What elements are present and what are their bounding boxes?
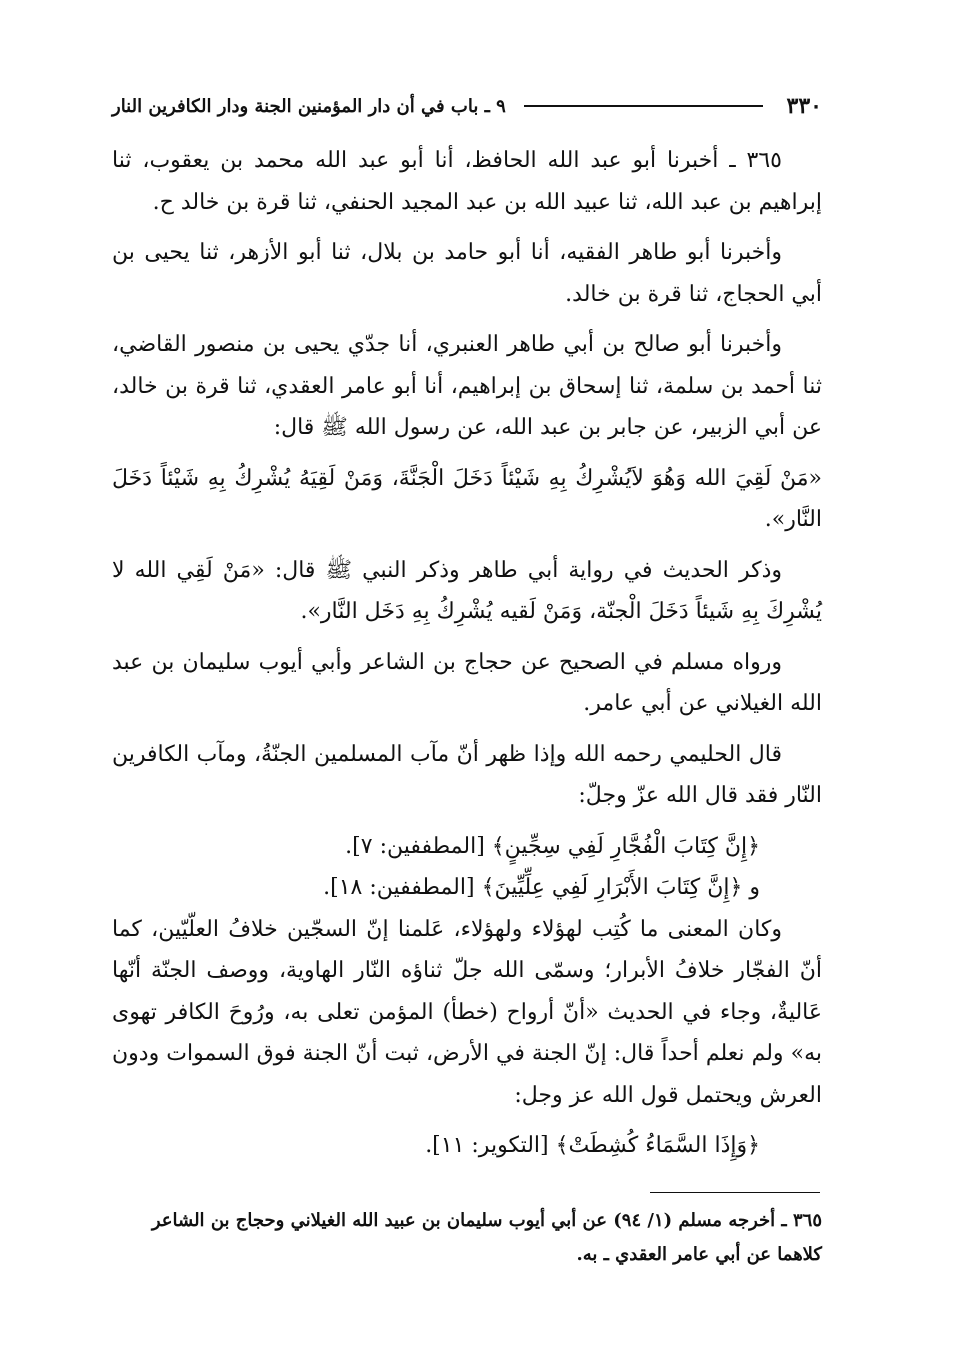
quran-verse-mutaffifin-18: و ﴿إِنَّ كِتَابَ الأَبْرَارِ لَفِي عِلِّيِّينَ﴾ [المطففين: ١٨]. xyxy=(323,875,760,900)
paragraph-riwaya: وذكر الحديث في رواية أبي طاهر وذكر النبي ﷺ قال: «مَنْ لَقِي الله لا يُشْرِكَ بِهِ شَيئاً دَخَلَ الْجنّة، وَمَنْ لَقيه يُشْرِكُ بِهِ دَخَل النَّار». xyxy=(112,557,822,624)
page-number: ٣٣٠ xyxy=(786,93,822,119)
main-text xyxy=(112,140,822,1167)
paragraph-isnad-3: وأخبرنا أبو صالح بن أبي طاهر العنبري، أنا جدّي يحيى بن منصور القاضي، ثنا أحمد بن سلمة، ثنا إسحاق بن إبراهيم، أنا أبو عامر العقدي، ثنا قرة بن خالد، عن أبي الزبير، عن جابر بن عبد الله، عن رسول الله ﷺ قال: xyxy=(112,332,822,440)
paragraph-isnad-2: وأخبرنا أبو طاهر الفقيه، أنا أبو حامد بن بلال، ثنا أبو الأزهر، ثنا يحيى بن أبي الحجاج، ثنا قرة بن خالد. xyxy=(112,240,822,307)
page-header xyxy=(112,88,822,124)
paragraph-halimi: قال الحليمي رحمه الله وإذا ظهر أنّ مآب المسلمين الجنّةُ، ومآب الكافرين النّار فقد قال الله عزّ وجلّ: xyxy=(112,741,822,808)
footnote-365: ٣٦٥ ـ أخرجه مسلم (١/ ٩٤) عن أبي أيوب سليمان بن عبيد الله الغيلاني وحجاج بن الشاعر كلاهما عن أبي عامر العقدي ـ به. xyxy=(151,1210,822,1265)
footnote-separator xyxy=(650,1192,820,1193)
quran-verse-takwir-11: ﴿وَإِذَا السَّمَاءُ كُشِطَتْ﴾ [التكوير: ١١]. xyxy=(425,1133,760,1158)
footnote xyxy=(112,1204,822,1272)
paragraph-muslim: ورواه مسلم في الصحيح عن حجاج بن الشاعر وأبي أيوب سليمان بن عبد الله الغيلاني عن أبي عامر. xyxy=(112,649,822,716)
running-title: ٩ ـ باب في أن دار المؤمنين الجنة ودار الكافرين النار xyxy=(112,95,506,117)
quran-verse-mutaffifin-7: ﴿إِنَّ كِتَابَ الْفُجَّارِ لَفِي سِجِّينٍ﴾ [المطففين: ٧]. xyxy=(345,833,760,859)
paragraph-hadith-365: ٣٦٥ ـ أخبرنا أبو عبد الله الحافظ، أنا أبو عبد الله محمد بن يعقوب، ثنا إبراهيم بن عبد الله، ثنا عبيد الله بن عبد المجيد الحنفي، ثنا قرة بن خالد ح. xyxy=(112,148,822,215)
paragraph-commentary: وكان المعنى ما كُتِب لهؤلاء ولهؤلاء، عَلمنا إنّ السجّين خلافُ العلّيّين، كما أنّ الفجّار خلافُ الأبرار؛ وسمّى الله جلّ ثناؤه النّار الهاوية، ووصف الجنّة أنّها عَاليةٌ، وجاء في الحديث «أنّ أرواح (خطأ) المؤمن تعلى به، ورُوحَ الكافر تهوى به» ولم نعلم أحداً قال: إنّ الجنة في الأرض، ثبت أنّ الجنة فوق السموات ودون العرش ويحتمل قول الله عز وجل: xyxy=(112,916,822,1108)
header-rule xyxy=(524,105,763,107)
hadith-matn: «مَنْ لَقِيَ الله وَهُوَ لاَيُشْرِكُ بِهِ شَيْئاً دَخَلَ الْجَنَّةَ، وَمَنْ لَقِيَهُ يُشْرِكُ بِهِ شَيْئاً دَخَلَ النَّار». xyxy=(112,465,822,532)
